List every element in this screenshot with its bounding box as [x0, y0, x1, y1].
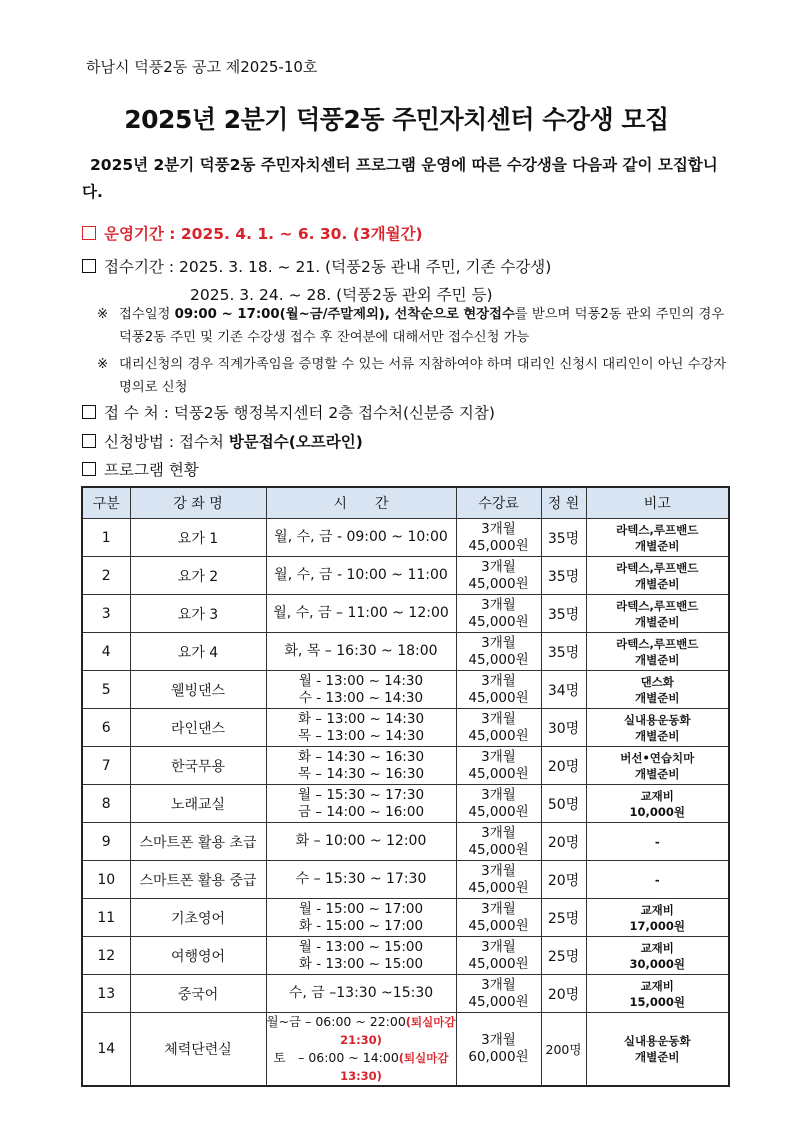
cell-no: 3: [82, 595, 130, 633]
cell-time: [266, 747, 456, 785]
cell-capacity: 35명: [541, 557, 586, 595]
cell-time: [266, 975, 456, 1013]
cell-capacity: 50명: [541, 785, 586, 823]
cell-capacity: 200명: [541, 1013, 586, 1087]
cell-course-name: 한국무용: [130, 747, 266, 785]
remark-line-1: 실내용운동화: [623, 1034, 691, 1048]
cell-no: 7: [82, 747, 130, 785]
remark-line-2: 개별준비: [635, 652, 680, 667]
remark-line-2: 개별준비: [635, 614, 680, 629]
cell-remarks: [586, 709, 729, 747]
cell-course-name: 요가 2: [130, 557, 266, 595]
cell-remarks: [586, 861, 729, 899]
time-line-2: 수 - 13:00 ~ 14:30: [298, 689, 424, 706]
fee-period: 3개월: [481, 1032, 516, 1048]
time-line-2: 금 – 14:00 ~ 16:00: [297, 803, 425, 820]
program-table: [81, 486, 730, 1087]
fee-amount: 45,000원: [468, 651, 529, 668]
method-value: 방문접수(오프라인): [228, 433, 363, 451]
cell-time: [266, 633, 456, 671]
reception-place-text: 접 수 처 : 덕풍2동 행정복지센터 2층 접수처(신분증 지참): [104, 404, 495, 422]
cell-capacity: 20명: [541, 747, 586, 785]
cell-no: 11: [82, 899, 130, 937]
fee-amount: 45,000원: [468, 993, 529, 1010]
time-line-1: 월 - 13:00 ~ 15:00: [298, 938, 424, 955]
remark-line-1: 라텍스,루프밴드: [616, 598, 699, 613]
remark-line-1: 라텍스,루프밴드: [616, 636, 699, 651]
cell-fee: [456, 747, 541, 785]
cell-course-name: 여행영어: [130, 937, 266, 975]
time-line-1: 화 – 10:00 ~ 12:00: [295, 833, 427, 849]
cell-no: 14: [82, 1013, 130, 1087]
note-proxy: [97, 353, 737, 399]
cell-capacity: 35명: [541, 595, 586, 633]
fee-amount: 45,000원: [468, 917, 529, 934]
cell-remarks: [586, 785, 729, 823]
cell-fee: [456, 519, 541, 557]
fee-period: 3개월: [481, 596, 516, 613]
cell-time: [266, 595, 456, 633]
cell-no: 1: [82, 519, 130, 557]
remark-line-2: 개별준비: [635, 576, 680, 591]
program-status-text: 프로그램 현황: [104, 461, 199, 479]
remark-line-1: 교재비: [640, 788, 674, 803]
cell-time: [266, 937, 456, 975]
table-row: [82, 747, 729, 785]
fee-amount: 45,000원: [468, 727, 529, 744]
table-row: [82, 823, 729, 861]
checkbox-square-icon: [82, 462, 96, 476]
fee-amount: 45,000원: [468, 803, 529, 820]
table-row: [82, 633, 729, 671]
cell-remarks: [586, 557, 729, 595]
cell-course-name: 라인댄스: [130, 709, 266, 747]
time-weekday: 월~금 – 06:00 ~ 22:00: [266, 1014, 406, 1029]
time-line-2: 화 - 13:00 ~ 15:00: [298, 955, 424, 972]
fee-period: 3개월: [481, 862, 516, 879]
cell-capacity: 25명: [541, 937, 586, 975]
cell-fee: [456, 709, 541, 747]
remark-line-1: 교재비: [640, 978, 674, 993]
cell-time: [266, 785, 456, 823]
cell-time: [266, 519, 456, 557]
fee-amount: 60,000원: [468, 1049, 529, 1065]
remark-line-1: -: [654, 872, 660, 887]
remark-line-2: 17,000원: [629, 918, 685, 933]
fee-amount: 45,000원: [468, 575, 529, 592]
reception-period-text: 접수기간 : 2025. 3. 18. ~ 21. (덕풍2동 관내 주민, 기존 수강생): [104, 258, 552, 276]
time-line-1: 화 – 14:30 ~ 16:30: [297, 748, 425, 765]
program-status-heading: [82, 458, 199, 480]
notice-number: 하남시 덕풍2동 공고 제2025-10호: [86, 58, 318, 76]
fee-period: 3개월: [481, 786, 516, 803]
table-row: [82, 595, 729, 633]
cell-remarks: [586, 671, 729, 709]
cell-time: [266, 1013, 456, 1087]
cell-remarks: [586, 823, 729, 861]
cell-time: [266, 823, 456, 861]
fee-period: 3개월: [481, 748, 516, 765]
table-row: [82, 519, 729, 557]
cell-fee: [456, 633, 541, 671]
cell-no: 13: [82, 975, 130, 1013]
cell-no: 10: [82, 861, 130, 899]
note1-suffix: 를 받으며 덕풍2동 관외 주민의 경우 덕풍2동 주민 및 기존 수강생 접수 후 잔여분에 대해서만 접수신청 가능: [119, 307, 725, 345]
cell-course-name: 노래교실: [130, 785, 266, 823]
checkbox-square-icon: [82, 226, 96, 240]
cell-remarks: [586, 937, 729, 975]
cell-remarks: [586, 519, 729, 557]
method-label: 신청방법 : 접수처: [104, 433, 229, 451]
remark-line-1: -: [654, 834, 660, 849]
time-line-2: 화 - 15:00 ~ 17:00: [298, 917, 424, 934]
reference-mark-icon: ※: [97, 307, 109, 322]
time-line-1: 월, 수, 금 – 11:00 ~ 12:00: [273, 605, 449, 621]
cell-time: [266, 899, 456, 937]
time-line-2: [267, 1049, 456, 1085]
cell-remarks: [586, 899, 729, 937]
cell-course-name: 중국어: [130, 975, 266, 1013]
note2-text: 대리신청의 경우 직계가족임을 증명할 수 있는 서류 지참하여야 하며 대리인 신청시 대리인이 아닌 수강자 명의로 신청: [119, 357, 727, 395]
header-time: 시 간: [266, 487, 456, 519]
header-remarks: 비고: [586, 487, 729, 519]
time-line-1: 수, 금 –13:30 ~15:30: [288, 985, 434, 1001]
remark-line-1: 교재비: [640, 902, 674, 917]
note1-bold: 09:00 ~ 17:00(월~금/주말제외), 선착순으로 현장접수: [174, 307, 515, 322]
fee-amount: 45,000원: [468, 613, 529, 630]
remark-line-1: 교재비: [640, 940, 674, 955]
remark-line-1: 라텍스,루프밴드: [616, 560, 699, 575]
table-row: [82, 861, 729, 899]
table-row: [82, 557, 729, 595]
cell-remarks: [586, 975, 729, 1013]
time-saturday: 토 – 06:00 ~ 14:00: [273, 1050, 399, 1065]
time-line-1: 월 - 13:00 ~ 14:30: [298, 672, 424, 689]
intro-paragraph: 2025년 2분기 덕풍2동 주민자치센터 프로그램 운영에 따른 수강생을 다음과 같이 모집합니다.: [82, 156, 718, 201]
remark-line-1: 실내용운동화: [623, 712, 691, 727]
cell-fee: [456, 595, 541, 633]
remark-line-1: 라텍스,루프밴드: [616, 522, 699, 537]
cell-capacity: 30명: [541, 709, 586, 747]
table-row: [82, 785, 729, 823]
cell-capacity: 25명: [541, 899, 586, 937]
cell-remarks: [586, 747, 729, 785]
operation-period: [82, 222, 423, 244]
remark-line-2: 개별준비: [635, 766, 680, 781]
cell-no: 5: [82, 671, 130, 709]
time-line-1: 월, 수, 금 - 09:00 ~ 10:00: [274, 529, 448, 545]
cell-course-name: 요가 4: [130, 633, 266, 671]
fee-period: 3개월: [481, 938, 516, 955]
time-line-1: [267, 1013, 456, 1049]
cell-no: 9: [82, 823, 130, 861]
fee-amount: 45,000원: [468, 841, 529, 858]
table-row: [82, 671, 729, 709]
cell-fee: [456, 1013, 541, 1087]
cell-fee: [456, 785, 541, 823]
checkbox-square-icon: [82, 434, 96, 448]
cell-no: 6: [82, 709, 130, 747]
checkout-deadline-weekday: (퇴실마감 21:30): [340, 1015, 456, 1047]
cell-course-name: 기초영어: [130, 899, 266, 937]
cell-capacity: 35명: [541, 633, 586, 671]
time-line-2: 목 – 13:00 ~ 14:30: [297, 727, 425, 744]
cell-fee: [456, 823, 541, 861]
remark-line-2: 개별준비: [635, 1050, 680, 1064]
remark-line-2: 30,000원: [629, 956, 685, 971]
time-line-1: 수 – 15:30 ~ 17:30: [295, 871, 427, 887]
cell-time: [266, 709, 456, 747]
cell-no: 12: [82, 937, 130, 975]
cell-no: 8: [82, 785, 130, 823]
table-row: [82, 937, 729, 975]
table-row: [82, 975, 729, 1013]
operation-period-text: 운영기간 : 2025. 4. 1. ~ 6. 30. (3개월간): [104, 225, 423, 243]
checkbox-square-icon: [82, 259, 96, 273]
cell-time: [266, 557, 456, 595]
remark-line-2: 개별준비: [635, 538, 680, 553]
cell-capacity: 20명: [541, 823, 586, 861]
checkout-deadline-saturday: (퇴실마감 13:30): [340, 1051, 449, 1083]
fee-amount: 45,000원: [468, 689, 529, 706]
time-line-2: 목 – 14:30 ~ 16:30: [297, 765, 425, 782]
cell-fee: [456, 861, 541, 899]
reference-mark-icon: ※: [97, 357, 109, 372]
cell-course-name: 체력단련실: [130, 1013, 266, 1087]
table-row: [82, 1013, 729, 1087]
cell-capacity: 35명: [541, 519, 586, 557]
cell-remarks: [586, 633, 729, 671]
fee-amount: 45,000원: [468, 765, 529, 782]
remark-line-2: 개별준비: [635, 690, 680, 705]
fee-period: 3개월: [481, 710, 516, 727]
note-schedule: [97, 303, 737, 349]
cell-no: 2: [82, 557, 130, 595]
time-line-1: 월 – 15:30 ~ 17:30: [297, 786, 425, 803]
cell-no: 4: [82, 633, 130, 671]
cell-fee: [456, 671, 541, 709]
cell-fee: [456, 975, 541, 1013]
time-line-1: 화, 목 – 16:30 ~ 18:00: [284, 643, 438, 659]
cell-capacity: 20명: [541, 861, 586, 899]
fee-amount: 45,000원: [468, 537, 529, 554]
reception-place: [82, 401, 495, 423]
fee-period: 3개월: [481, 634, 516, 651]
fee-amount: 45,000원: [468, 879, 529, 896]
header-course-name: 강 좌 명: [130, 487, 266, 519]
fee-period: 3개월: [481, 558, 516, 575]
cell-course-name: 스마트폰 활용 초급: [130, 823, 266, 861]
cell-capacity: 20명: [541, 975, 586, 1013]
remark-line-1: 버선•연습치마: [620, 750, 695, 765]
fee-period: 3개월: [481, 520, 516, 537]
cell-remarks: [586, 1013, 729, 1087]
cell-course-name: 스마트폰 활용 중급: [130, 861, 266, 899]
note1-prefix: 접수일정: [119, 307, 175, 322]
time-line-1: 화 – 13:00 ~ 14:30: [297, 710, 425, 727]
reception-period: [82, 255, 551, 277]
fee-amount: 45,000원: [468, 955, 529, 972]
cell-time: [266, 671, 456, 709]
cell-remarks: [586, 595, 729, 633]
cell-fee: [456, 937, 541, 975]
fee-period: 3개월: [481, 672, 516, 689]
table-row: [82, 709, 729, 747]
fee-period: 3개월: [481, 900, 516, 917]
application-method: [82, 430, 363, 452]
time-line-1: 월 - 15:00 ~ 17:00: [298, 900, 424, 917]
cell-fee: [456, 899, 541, 937]
remark-line-2: 개별준비: [635, 728, 680, 743]
table-row: [82, 899, 729, 937]
fee-period: 3개월: [481, 824, 516, 841]
cell-course-name: 요가 1: [130, 519, 266, 557]
page-title: 2025년 2분기 덕풍2동 주민자치센터 수강생 모집: [124, 105, 669, 134]
cell-course-name: 웰빙댄스: [130, 671, 266, 709]
remark-line-2: 15,000원: [629, 994, 685, 1009]
checkbox-square-icon: [82, 405, 96, 419]
header-capacity: 정 원: [541, 487, 586, 519]
cell-course-name: 요가 3: [130, 595, 266, 633]
cell-fee: [456, 557, 541, 595]
fee-period: 3개월: [481, 976, 516, 993]
header-no: 구분: [82, 487, 130, 519]
table-header-row: [82, 487, 729, 519]
remark-line-1: 댄스화: [640, 674, 674, 689]
reception-period-2: 2025. 3. 24. ~ 28. (덕풍2동 관외 주민 등): [190, 286, 493, 304]
cell-time: [266, 861, 456, 899]
cell-capacity: 34명: [541, 671, 586, 709]
header-fee: 수강료: [456, 487, 541, 519]
remark-line-2: 10,000원: [629, 804, 685, 819]
time-line-1: 월, 수, 금 - 10:00 ~ 11:00: [274, 567, 448, 583]
